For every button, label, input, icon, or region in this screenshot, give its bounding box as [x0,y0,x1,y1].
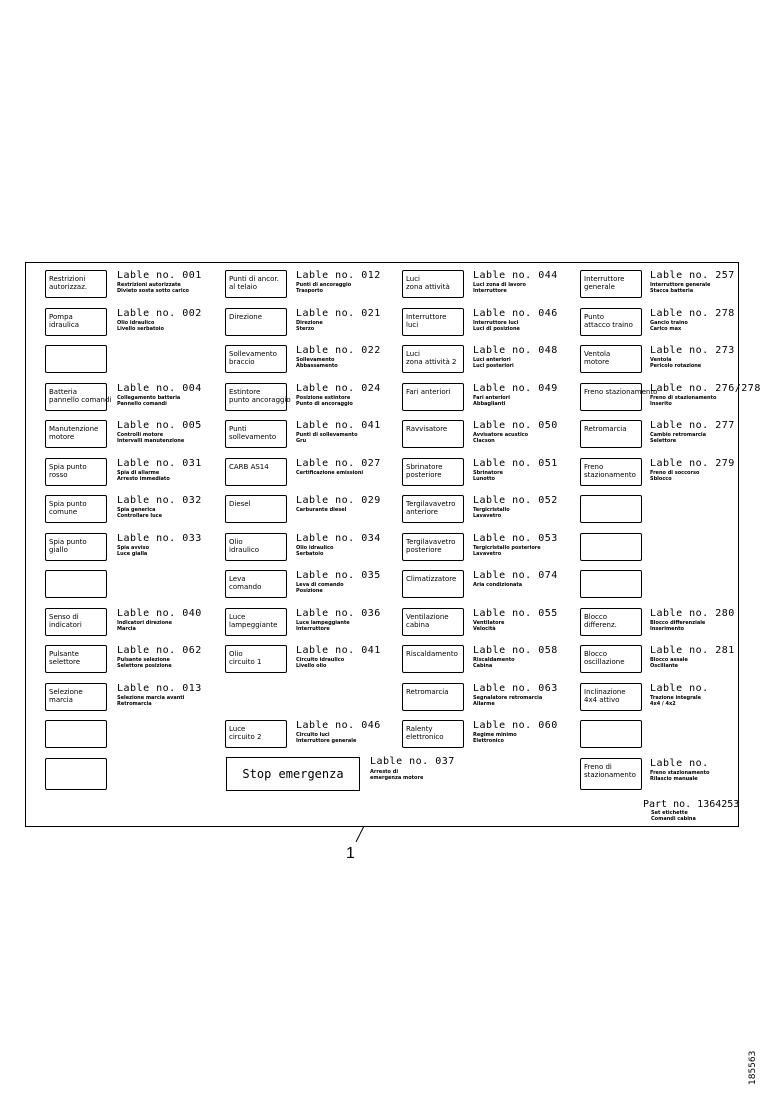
label-description: Freno stazionamento [650,770,710,776]
label-number: Lable no. 049 [473,383,558,394]
label-number: Lable no. 032 [117,495,202,506]
label-box [45,683,107,711]
stop-emergency-label-box: Stop emergenza [226,757,360,791]
label-box [580,683,642,711]
label-description: Restrizioni autorizzate [117,282,181,288]
label-box [580,420,642,448]
label-box-line-1: Tergilavavetro [406,538,456,546]
label-description: Luce gialla [117,551,148,557]
label-description: Aria condizionata [473,582,523,588]
label-description: Sollevamento [296,357,335,363]
part-number: Part no. 1364253 [643,799,740,810]
label-box-line-1: Luce [229,725,246,733]
label-number: Lable no. 062 [117,645,202,656]
label-description: Spia avviso [117,545,150,551]
stop-label-desc-1: Arresto di [370,769,399,775]
label-number: Lable no. 002 [117,308,202,319]
label-number: Lable no. 281 [650,645,735,656]
label-description: Direzione [296,320,323,326]
label-description: Posizione estintore [296,395,351,401]
label-description: Spia di allarme [117,470,160,476]
label-description: Punti di sollevamento [296,432,358,438]
label-box-line-2: zona attività 2 [406,358,457,366]
label-box-line-2: oscillazione [584,658,625,666]
label-description: Pericolo rotazione [650,363,702,369]
label-description: Trasporto [296,288,323,294]
label-description: Selettore [650,438,677,444]
label-box-line-2: circuito 2 [229,733,262,741]
label-description: Retromarcia [117,701,152,707]
label-description: Selettore posizione [117,663,172,669]
label-description: Luci di posizione [473,326,520,332]
label-description: Olio idraulico [117,320,155,326]
label-description: Inserito [650,401,672,407]
part-description [651,810,696,822]
callout-leader-line [352,826,372,846]
label-box-line-1: Sollevamento [229,350,277,358]
label-description: Leva di comando [296,582,344,588]
label-box-line-1: CARB AS14 [229,463,269,471]
label-box-line-1: Olio [229,650,243,658]
label-description: Lavavetro [473,513,502,519]
label-number: Lable no. 052 [473,495,558,506]
label-box [580,383,658,411]
label-box-line-1: Interruttore [406,313,447,321]
label-number: Lable no. 044 [473,270,558,281]
label-box-line-2: lampeggiante [229,621,278,629]
label-box-line-1: Blocco [584,613,608,621]
label-number: Lable no. 022 [296,345,381,356]
label-number: Lable no. 004 [117,383,202,394]
label-box-line-1: Selezione [49,688,83,696]
label-box [580,495,642,523]
label-box-line-1: Ventilazione [406,613,449,621]
label-box-line-2: marcia [49,696,73,704]
label-box-line-1: Spia punto [49,500,87,508]
label-box [402,645,464,673]
label-box [45,458,107,486]
label-box [580,345,642,373]
label-box-line-2: stazionamento [584,471,636,479]
drawing-code: 185563 [748,1050,758,1085]
label-box-line-1: Punti di ancor. [229,275,279,283]
label-description: Serbatoio [296,551,324,557]
label-number: Lable no. 276/278 [650,383,761,394]
label-number: Lable no. 055 [473,608,558,619]
label-box-line-2: anteriore [406,508,438,516]
label-box [45,308,107,336]
label-box-line-2: idraulica [49,321,80,329]
label-box [580,645,642,673]
label-box [580,458,642,486]
label-description: Arresto immediato [117,476,170,482]
label-box-line-2: elettronico [406,733,444,741]
label-number: Lable no. 033 [117,533,202,544]
label-description: Velocità [473,626,496,632]
callout-number: 1 [346,845,355,862]
label-description: 4x4 / 4x2 [650,701,676,707]
label-description: Pannello comandi [117,401,167,407]
label-number: Lable no. 024 [296,383,381,394]
label-description: Freno di stazionamento [650,395,717,401]
label-box-line-2: posteriore [406,471,442,479]
label-number: Lable no. 048 [473,345,558,356]
label-box-line-2: braccio [229,358,255,366]
label-description: Indicatori direzione [117,620,172,626]
label-number: Lable no. 029 [296,495,381,506]
label-description: Cambio retromarcia [650,432,706,438]
label-box-line-2: 4x4 attivo [584,696,620,704]
label-number: Lable no. 035 [296,570,381,581]
label-box-line-1: Punti [229,425,247,433]
label-description: Ventola [650,357,672,363]
label-number: Lable no. 005 [117,420,202,431]
label-number: Lable no. 051 [473,458,558,469]
label-box-line-2: generale [584,283,615,291]
label-description: Punti di ancoraggio [296,282,352,288]
label-box-line-1: Direzione [229,313,263,321]
label-box [45,270,107,298]
label-box-line-1: Ventola [584,350,611,358]
label-description: Clacson [473,438,495,444]
label-box [402,570,464,598]
label-description: Luci zona di lavoro [473,282,526,288]
label-box [402,420,464,448]
label-box-line-1: Senso di [49,613,79,621]
label-description: Elettronico [473,738,504,744]
label-description: Luce lampeggiante [296,620,350,626]
label-description: Sblocco [650,476,672,482]
label-description: Ventilatore [473,620,505,626]
label-box-line-1: Manutenzione [49,425,99,433]
label-box [225,645,287,673]
label-description: Carburante diesel [296,507,347,513]
label-box-line-1: Sbrinatore [406,463,443,471]
label-description: Interruttore [296,626,330,632]
label-box-line-2: stazionamento [584,771,636,779]
label-description: Intervalli manutenzione [117,438,185,444]
label-box-line-2: punto ancoraggio [229,396,291,404]
label-number: Lable no. 046 [473,308,558,319]
label-description: Trazione integrale [650,695,702,701]
label-description: Marcia [117,626,136,632]
label-description: Freno di soccorso [650,470,700,476]
label-description: Circuito luci [296,732,330,738]
label-box [402,495,464,523]
label-box-line-1: Tergilavavetro [406,500,456,508]
label-box-line-1: Fari anteriori [406,388,451,396]
label-description: Blocco assale [650,657,688,663]
label-box-line-1: Interruttore [584,275,625,283]
label-description: Tergicristallo posteriore [473,545,541,551]
label-box-line-2: autorizzaz. [49,283,88,291]
label-description: Controllare luce [117,513,162,519]
part-desc-2: Comandi cabina [651,816,696,822]
label-number: Lable no. 013 [117,683,202,694]
label-description: Interruttore luci [473,320,519,326]
label-description: Carico max [650,326,682,332]
label-number: Lable no. 278 [650,308,735,319]
label-description: Lunotto [473,476,495,482]
label-number: Lable no. 058 [473,645,558,656]
label-description: Pulsante selezione [117,657,170,663]
label-box [225,308,287,336]
label-description: Interruttore [473,288,507,294]
label-box [45,420,107,448]
label-description: Sbrinatore [473,470,503,476]
label-box-line-1: Pompa [49,313,73,321]
label-box-line-1: Luce [229,613,246,621]
label-box-line-2: giallo [49,546,68,554]
label-box-line-2: circuito 1 [229,658,262,666]
label-box [580,570,642,598]
label-box [225,533,287,561]
label-box-line-2: posteriore [406,546,442,554]
label-box [580,608,642,636]
label-box [402,308,464,336]
label-description: Blocco differenziale [650,620,706,626]
label-description: Controlli motore [117,432,164,438]
label-description: Luci posteriori [473,363,514,369]
label-box [225,608,287,636]
label-box-line-2: indicatori [49,621,82,629]
label-number: Lable no. [650,758,709,769]
label-box [402,270,464,298]
label-description: Tergicristallo [473,507,510,513]
label-description: Luci anteriori [473,357,511,363]
label-box-line-2: al telaio [229,283,257,291]
label-number: Lable no. 001 [117,270,202,281]
label-number: Lable no. 040 [117,608,202,619]
label-description: Circuito idraulico [296,657,345,663]
label-box-line-2: selettore [49,658,81,666]
label-box [225,420,287,448]
label-description: Selezione marcia avanti [117,695,185,701]
stop-label-desc-2: emergenza motore [370,775,424,781]
label-box [580,270,642,298]
label-number: Lable no. 063 [473,683,558,694]
label-box-line-1: Blocco [584,650,608,658]
label-box-line-2: motore [49,433,75,441]
label-number: Lable no. 041 [296,420,381,431]
label-description: Cabina [473,663,493,669]
label-box [225,458,287,486]
label-box [402,608,464,636]
label-box-line-2: comune [49,508,78,516]
label-box-line-1: Climatizzatore [406,575,457,583]
label-box [402,683,464,711]
label-box-line-2: luci [406,321,419,329]
label-box-line-1: Ravvisatore [406,425,448,433]
label-number: Lable no. 021 [296,308,381,319]
label-box [225,570,287,598]
label-number: Lable no. 027 [296,458,381,469]
label-description: Oscillante [650,663,679,669]
label-box-line-1: Pulsante [49,650,79,658]
label-description: Riscaldamento [473,657,515,663]
label-box [402,383,464,411]
label-box-line-1: Restrizioni [49,275,86,283]
label-box-line-2: idraulico [229,546,260,554]
label-box-line-2: sollevamento [229,433,277,441]
label-box [225,270,287,298]
label-box-line-1: Freno stazionamento [584,388,658,396]
label-number: Lable no. [650,683,709,694]
label-number: Lable no. 280 [650,608,735,619]
label-number: Lable no. 046 [296,720,381,731]
part-desc-1: Set etichette [651,810,688,816]
label-box-line-1: Retromarcia [406,688,449,696]
label-number: Lable no. 074 [473,570,558,581]
label-box-line-1: Punto [584,313,604,321]
label-description: Olio idraulico [296,545,334,551]
label-box [45,345,107,373]
label-description: Interruttore generale [296,738,357,744]
label-box [580,308,642,336]
label-box [45,533,107,561]
label-description: Divieto sosta sotto carico [117,288,189,294]
stop-label-number: Lable no. 037 [370,756,455,767]
label-number: Lable no. 012 [296,270,381,281]
label-box [580,533,642,561]
label-box-line-1: Riscaldamento [406,650,458,658]
label-number: Lable no. 041 [296,645,381,656]
label-box-line-1: Luci [406,350,421,358]
label-box-line-1: Inclinazione [584,688,626,696]
label-description: Gru [296,438,307,444]
label-box-line-1: Spia punto [49,538,87,546]
label-description: Certificazione emissioni [296,470,364,476]
label-box [402,458,464,486]
label-box [45,720,107,748]
label-number: Lable no. 273 [650,345,735,356]
label-description: Rilascio manuale [650,776,698,782]
label-description: Lavavetro [473,551,502,557]
label-box-line-1: Freno di [584,763,612,771]
label-description: Stacca batteria [650,288,694,294]
label-description: Sterzo [296,326,315,332]
label-box-line-2: rosso [49,471,68,479]
label-description: Regime minimo [473,732,517,738]
label-box-line-2: pannello comandi [49,396,112,404]
label-description: Collegamento batteria [117,395,181,401]
label-description: Fari anteriori [473,395,510,401]
label-box-line-1: Olio [229,538,243,546]
label-box-line-1: Ralenty [406,725,433,733]
label-number: Lable no. 060 [473,720,558,731]
label-description: Abbaglianti [473,401,506,407]
label-box [225,720,287,748]
label-box [45,570,107,598]
label-description: Inserimento [650,626,684,632]
label-box [402,720,464,748]
label-box-line-1: Estintore [229,388,261,396]
label-box-line-2: differenz. [584,621,617,629]
label-box-line-2: comando [229,583,262,591]
label-description: Interruttore generale [650,282,711,288]
label-number: Lable no. 257 [650,270,735,281]
label-description: Allarme [473,701,495,707]
label-number: Lable no. 279 [650,458,735,469]
label-box-line-1: Batteria [49,388,77,396]
label-box [402,345,464,373]
label-number: Lable no. 277 [650,420,735,431]
label-box [225,345,287,373]
label-box-line-1: Retromarcia [584,425,627,433]
label-box [45,495,107,523]
label-description: Livello serbatoio [117,326,164,332]
label-description: Livello olio [296,663,327,669]
label-description: Segnalatore retromarcia [473,695,543,701]
label-box-line-1: Diesel [229,500,251,508]
label-box [45,608,107,636]
label-box [45,383,112,411]
label-description: Avvisatore acustico [473,432,529,438]
label-box-line-2: motore [584,358,610,366]
label-box-line-1: Leva [229,575,246,583]
label-box-line-2: zona attività [406,283,450,291]
label-box [45,645,107,673]
label-number: Lable no. 031 [117,458,202,469]
label-box [402,533,464,561]
label-box [580,758,642,790]
label-box-line-2: cabina [406,621,430,629]
label-number: Lable no. 036 [296,608,381,619]
label-description: Gancio traino [650,320,688,326]
label-box [225,383,291,411]
label-box [580,720,642,748]
label-description: Punto di ancoraggio [296,401,353,407]
label-box-line-1: Freno [584,463,604,471]
label-number: Lable no. 050 [473,420,558,431]
label-number: Lable no. 053 [473,533,558,544]
label-description: Spia generica [117,507,156,513]
label-box [225,495,287,523]
label-box-line-1: Luci [406,275,421,283]
label-number: Lable no. 034 [296,533,381,544]
label-box-line-2: attacco traino [584,321,633,329]
label-box [45,758,107,790]
label-description: Abbassamento [296,363,338,369]
label-description: Posizione [296,588,323,594]
label-box-line-1: Spia punto [49,463,87,471]
